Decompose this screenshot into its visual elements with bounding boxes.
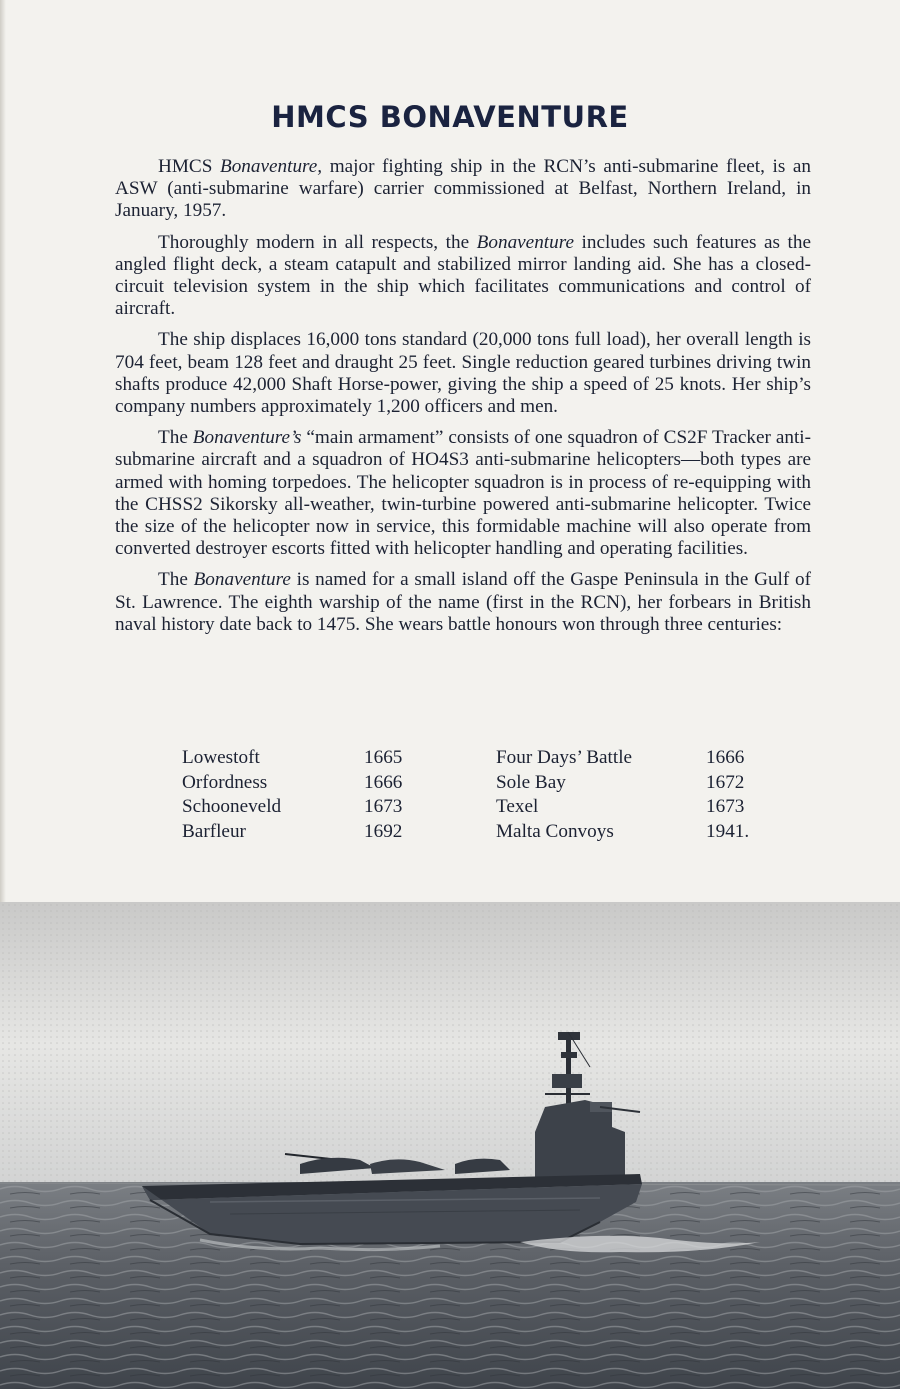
honour-row (182, 820, 782, 845)
paragraph-4 (115, 427, 811, 560)
honour-row (182, 795, 782, 820)
paragraph-text: The ship displaces 16,000 tons standard (20,000 tons full load), her overall length is 704 feet, beam 128 feet and draught 25 feet. Single reduction geared turbines driving twin shafts produce 42,000 Shaft Horse-power, giving the ship a speed of 25 knots. Her ship’s company numbers approximately 1,200 officers and men. (115, 329, 811, 418)
ship-island (535, 1100, 625, 1182)
honour-name: Lowestoft (182, 747, 260, 768)
paragraph-text: includes such features as the angled flight deck, a steam catapult and stabilized mirror landing aid. She has a closed-circuit television system in the ship which facilitates communications and control of aircraft. (115, 231, 811, 320)
paragraph-text: Thoroughly modern in all respects, the (158, 231, 477, 253)
honour-name: Four Days’ Battle (496, 747, 633, 768)
honour-row (182, 771, 782, 796)
honour-name: Schooneveld (182, 796, 282, 818)
paragraph-3 (115, 329, 811, 418)
paragraph-text: The (158, 569, 194, 591)
honour-name: Barfleur (182, 820, 246, 842)
honour-name: Malta Convoys (496, 820, 614, 842)
honour-year: 1941. (706, 820, 750, 842)
paragraph-2 (115, 232, 811, 321)
ship-name-italic: Bonaventure (476, 231, 574, 253)
ship-name-italic: Bonaventure (193, 569, 291, 591)
honour-year: 1672 (706, 771, 745, 793)
article-body (115, 156, 811, 636)
paragraph-text: “main armament” consists of one squadron of CS2F Tracker anti-submarine aircraft and a squadron of HO4S3 anti-submarine helicopters—both types are armed with homing torpedoes. The helicopter squadron is in process of re-equipping with the CHSS2 Sikorsky all-weather, twin-turbine powered anti-submarine helicopter. Twice the size of the helicopter now in service, this formidable machine will also operate from converted destroyer escorts fitted with helicopter handling and operating facilities. (115, 427, 811, 560)
paragraph-5 (115, 569, 811, 636)
ship-name-italic: Bonaventure, (219, 156, 323, 177)
honour-year: 1692 (364, 820, 403, 842)
honour-row (182, 746, 782, 771)
paragraph-text: is named for a small island off the Gaspe Peninsula in the Gulf of St. Lawrence. The eighth warship of the name (first in the RCN), her forbears in British naval history date back to 1475. She wears battle honours won through three centuries: (115, 569, 811, 635)
honour-name: Texel (496, 796, 539, 818)
honour-year: 1673 (364, 796, 403, 818)
ship-name-italic: Bonaventure’s (192, 427, 302, 449)
paragraph-text: The (158, 427, 193, 449)
honour-name: Sole Bay (496, 771, 566, 793)
paragraph-1 (115, 156, 811, 223)
carrier-photograph (0, 902, 900, 1389)
paragraph-text: HMCS (158, 156, 220, 177)
honour-year: 1666 (364, 771, 403, 793)
honour-name: Orfordness (182, 771, 268, 793)
paragraph-text: major fighting ship in the RCN’s anti-submarine fleet, is an ASW (anti-submarine warfare) carrier commissioned at Belfast, Northern Ireland, in January, 1957. (115, 156, 811, 222)
honour-year: 1665 (364, 747, 403, 768)
honour-year: 1673 (706, 796, 745, 818)
battle-honours-table (182, 746, 782, 844)
page-title: HMCS BONAVENTURE (271, 100, 629, 134)
honour-year: 1666 (706, 747, 745, 768)
